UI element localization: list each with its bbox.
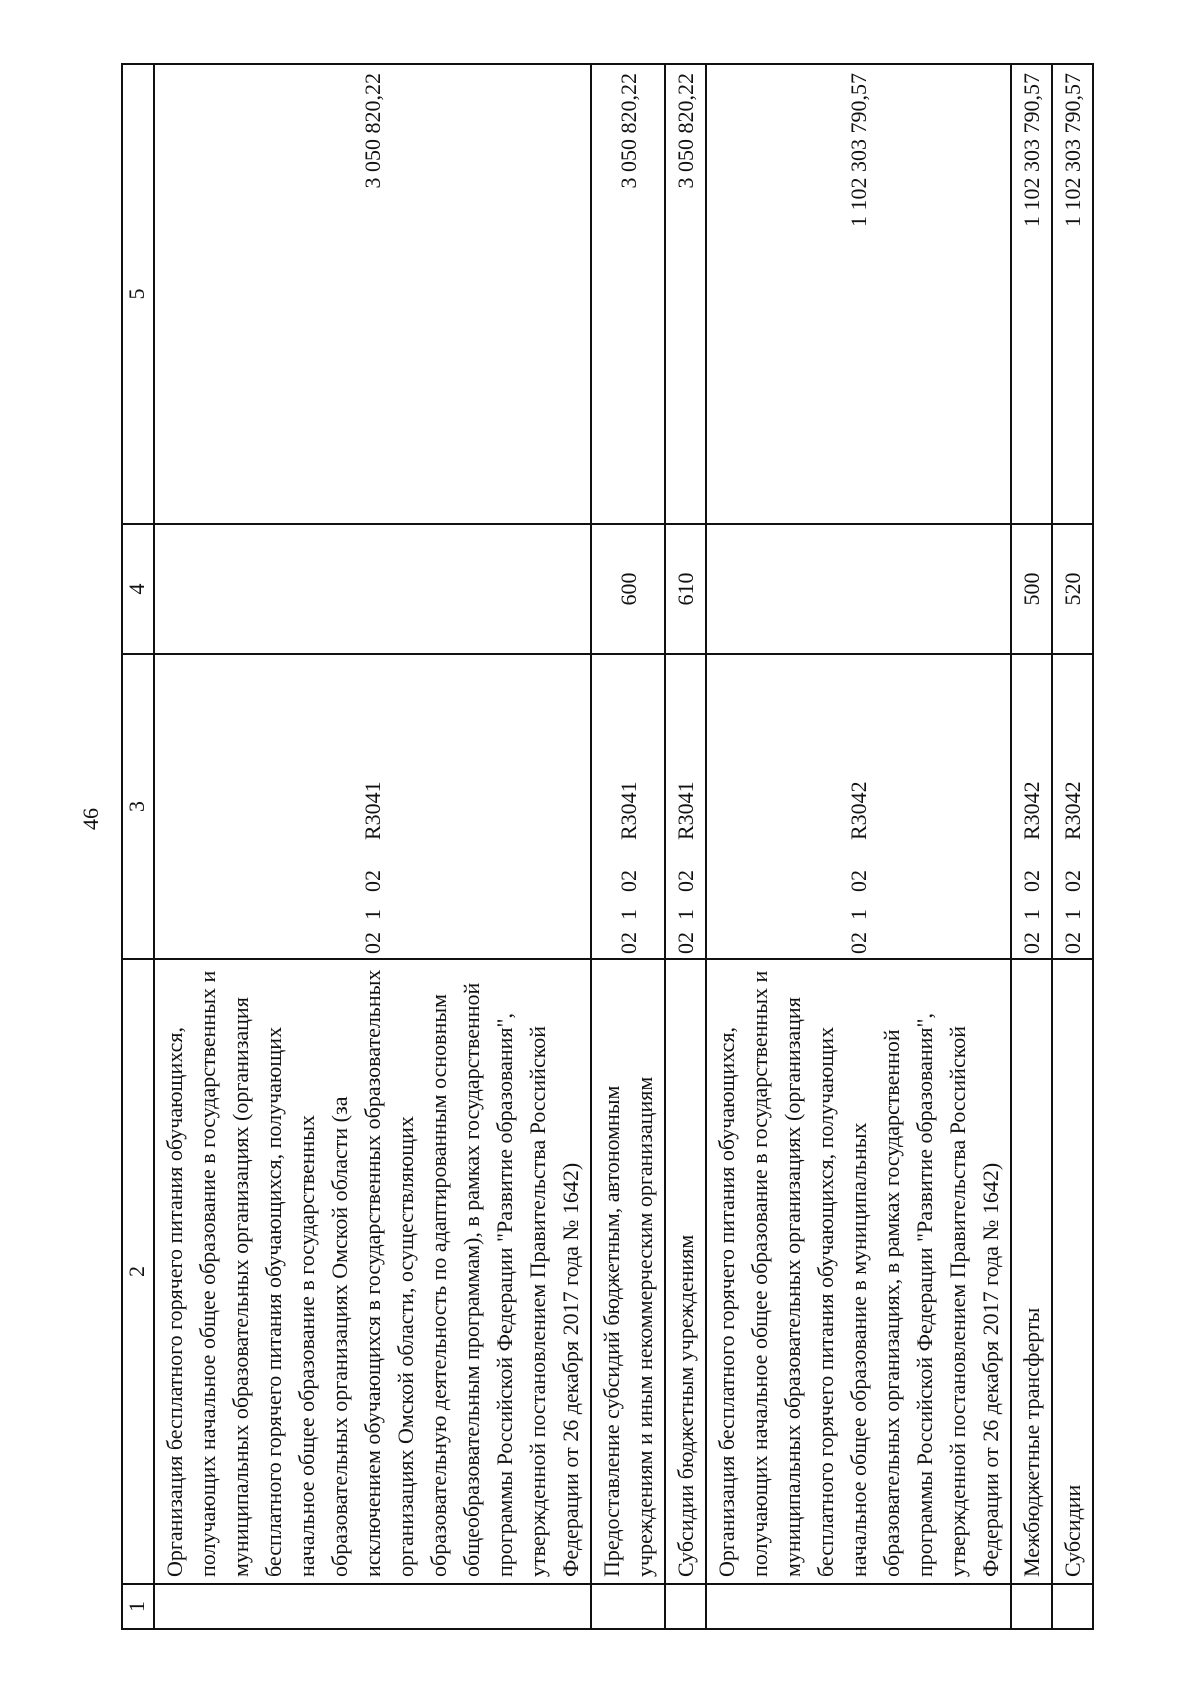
code-program: 02 (615, 932, 641, 954)
row-index-cell (1052, 1584, 1093, 1629)
row-expense-type: 500 (1011, 524, 1052, 654)
header-cell-2: 2 (122, 959, 154, 1584)
header-cell-5: 5 (122, 64, 154, 524)
code-main-event: 02 (846, 870, 871, 892)
row-amount: 1 102 303 790,57 (706, 64, 1011, 524)
code-direction: R3041 (615, 781, 641, 840)
row-description: Межбюджетные трансферты (1011, 959, 1052, 1584)
row-amount: 1 102 303 790,57 (1052, 64, 1093, 524)
row-index-cell (665, 1584, 706, 1629)
code-direction: R3042 (1060, 781, 1085, 840)
row-expense-type (706, 524, 1011, 654)
code-main-event: 02 (615, 870, 641, 892)
row-target-code (591, 654, 665, 959)
row-expense-type: 520 (1052, 524, 1093, 654)
table-header-row (122, 64, 154, 1629)
code-main-event: 02 (360, 870, 385, 892)
code-subprogram: 1 (673, 909, 698, 920)
row-description: Субсидии (1052, 959, 1093, 1584)
row-description: Предоставление субсидий бюджетным, автономным учреждениям и иным некоммерческим организациям (591, 959, 665, 1584)
code-subprogram: 1 (360, 909, 385, 920)
code-direction: R3042 (1019, 781, 1044, 840)
row-expense-type: 610 (665, 524, 706, 654)
row-index-cell (706, 1584, 1011, 1629)
row-index-cell (591, 1584, 665, 1629)
code-subprogram: 1 (1060, 909, 1085, 920)
row-description: Организация бесплатного горячего питания обучающихся, получающих начальное общее образование в государственных и муниципальных образовательных организациях (организация бесплатного горячего питания обучающихся, получающих начальное общее образование в государственных образовательных организациях Омской области (за исключением обучающихся в государственных образовательных организациях Омской области, осуществляющих образовательную деятельность по адаптированным основным общеобразовательным программам), в рамках государственной программы Российской Федерации "Развитие образования", утвержденной постановлением Правительства Российской Федерации от 26 декабря 2017 года № 1642) (154, 959, 591, 1584)
row-target-code (1052, 654, 1093, 959)
code-program: 02 (360, 932, 385, 954)
code-program: 02 (846, 932, 871, 954)
table-row (591, 64, 665, 1629)
code-direction: R3042 (846, 781, 871, 840)
row-expense-type (154, 524, 591, 654)
header-cell-3: 3 (122, 654, 154, 959)
code-program: 02 (673, 932, 698, 954)
row-target-code (154, 654, 591, 959)
code-program: 02 (1060, 932, 1085, 954)
row-amount: 1 102 303 790,57 (1011, 64, 1052, 524)
code-program: 02 (1019, 932, 1044, 954)
header-cell-4: 4 (122, 524, 154, 654)
code-main-event: 02 (1019, 870, 1044, 892)
row-target-code (706, 654, 1011, 959)
table-row (665, 64, 706, 1629)
page-number: 46 (78, 808, 103, 830)
row-description: Организация бесплатного горячего питания обучающихся, получающих начальное общее образование в государственных и муниципальных образовательных организациях (организация бесплатного горячего питания обучающихся, получающих начальное общее образование в муниципальных образовательных организациях, в рамках государственной программы Российской Федерации "Развитие образования", утвержденной постановлением Правительства Российской Федерации от 26 декабря 2017 года № 1642) (706, 959, 1011, 1584)
table-row (1052, 64, 1093, 1629)
code-subprogram: 1 (1019, 909, 1044, 920)
budget-table-rotated (121, 65, 1085, 1630)
row-target-code (665, 654, 706, 959)
code-direction: R3041 (673, 781, 698, 840)
table-row (154, 64, 591, 1629)
code-subprogram: 1 (846, 909, 871, 920)
row-target-code (1011, 654, 1052, 959)
row-expense-type: 600 (591, 524, 665, 654)
row-index-cell (1011, 1584, 1052, 1629)
row-amount: 3 050 820,22 (591, 64, 665, 524)
code-main-event: 02 (1060, 870, 1085, 892)
table-row (1011, 64, 1052, 1629)
code-subprogram: 1 (615, 909, 641, 920)
header-cell-1: 1 (122, 1584, 154, 1629)
row-amount: 3 050 820,22 (665, 64, 706, 524)
row-index-cell (154, 1584, 591, 1629)
code-direction: R3041 (360, 781, 385, 840)
code-main-event: 02 (673, 870, 698, 892)
table-row (706, 64, 1011, 1629)
budget-table (121, 63, 1094, 1630)
row-amount: 3 050 820,22 (154, 64, 591, 524)
row-description: Субсидии бюджетным учреждениям (665, 959, 706, 1584)
